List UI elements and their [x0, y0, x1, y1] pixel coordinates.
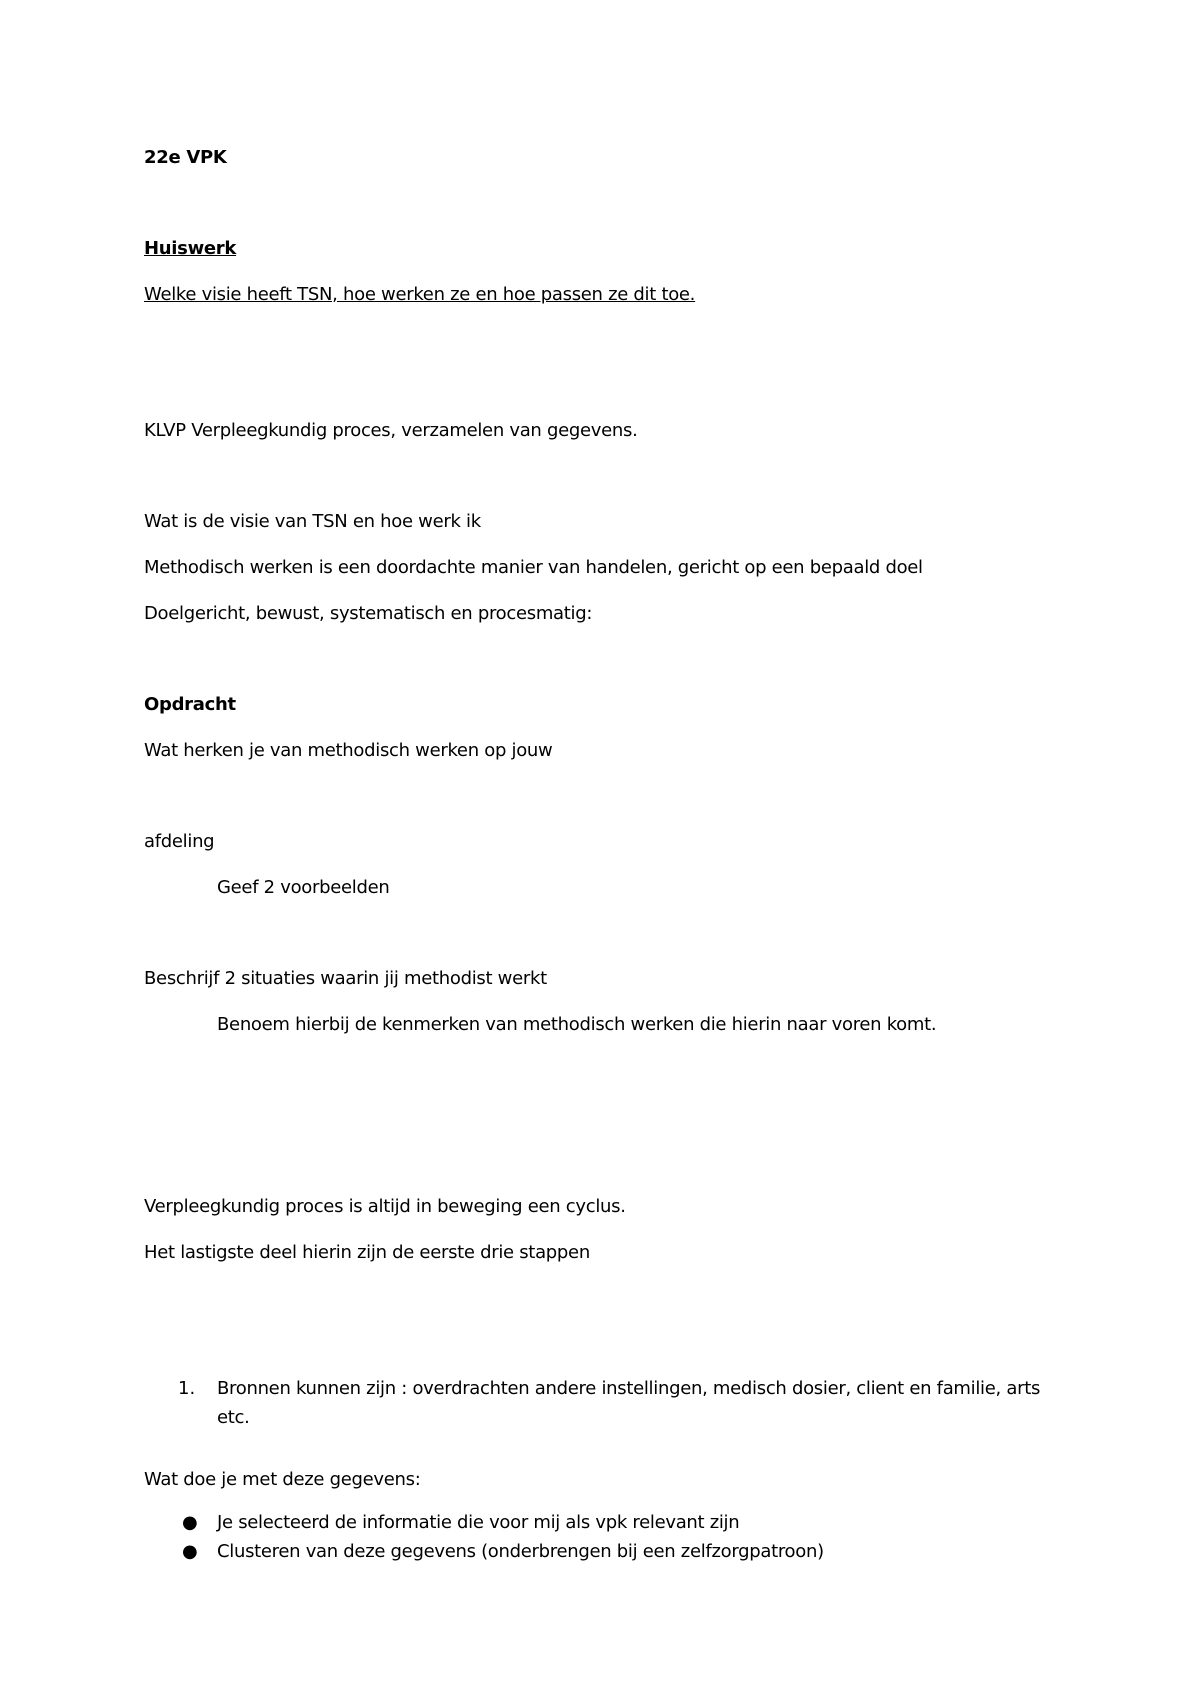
assignment-question: Wat herken je van methodisch werken op jouw	[144, 740, 553, 761]
list-number-marker: 1.	[178, 1378, 196, 1399]
homework-heading: Huiswerk	[144, 238, 237, 259]
homework-text: Welke visie heeft TSN, hoe werken ze en hoe passen ze dit toe.	[144, 284, 696, 305]
list-item-text: Bronnen kunnen zijn : overdrachten andere instellingen, medisch dosier, client en familie, arts etc.	[217, 1378, 1041, 1428]
klvp-line: KLVP Verpleegkundig proces, verzamelen van gegevens.	[144, 420, 638, 441]
hardest-part: Het lastigste deel hierin zijn de eerste drie stappen	[144, 1242, 590, 1263]
data-question: Wat doe je met deze gegevens:	[144, 1469, 421, 1490]
document-title: 22e VPK	[144, 147, 227, 168]
nursing-process-cycle: Verpleegkundig proces is altijd in beweging een cyclus.	[144, 1196, 626, 1217]
give-examples: Geef 2 voorbeelden	[217, 877, 390, 898]
methodical-definition: Methodisch werken is een doordachte manier van handelen, gericht op een bepaald doel	[144, 557, 923, 578]
vision-question: Wat is de visie van TSN en hoe werk ik	[144, 511, 481, 532]
methodical-traits: Doelgericht, bewust, systematisch en procesmatig:	[144, 603, 593, 624]
assignment-heading: Opdracht	[144, 694, 236, 715]
bullet-dot-icon: ●	[182, 1541, 198, 1562]
bullet-text: Clusteren van deze gegevens (onderbrengen bij een zelfzorgpatroon)	[217, 1541, 824, 1562]
describe-situations: Beschrijf 2 situaties waarin jij methodist werkt	[144, 968, 547, 989]
name-characteristics: Benoem hierbij de kenmerken van methodisch werken die hierin naar voren komt.	[217, 1014, 937, 1035]
department-word: afdeling	[144, 831, 215, 852]
bullet-dot-icon: ●	[182, 1512, 198, 1533]
bullet-text: Je selecteerd de informatie die voor mij als vpk relevant zijn	[217, 1512, 740, 1533]
